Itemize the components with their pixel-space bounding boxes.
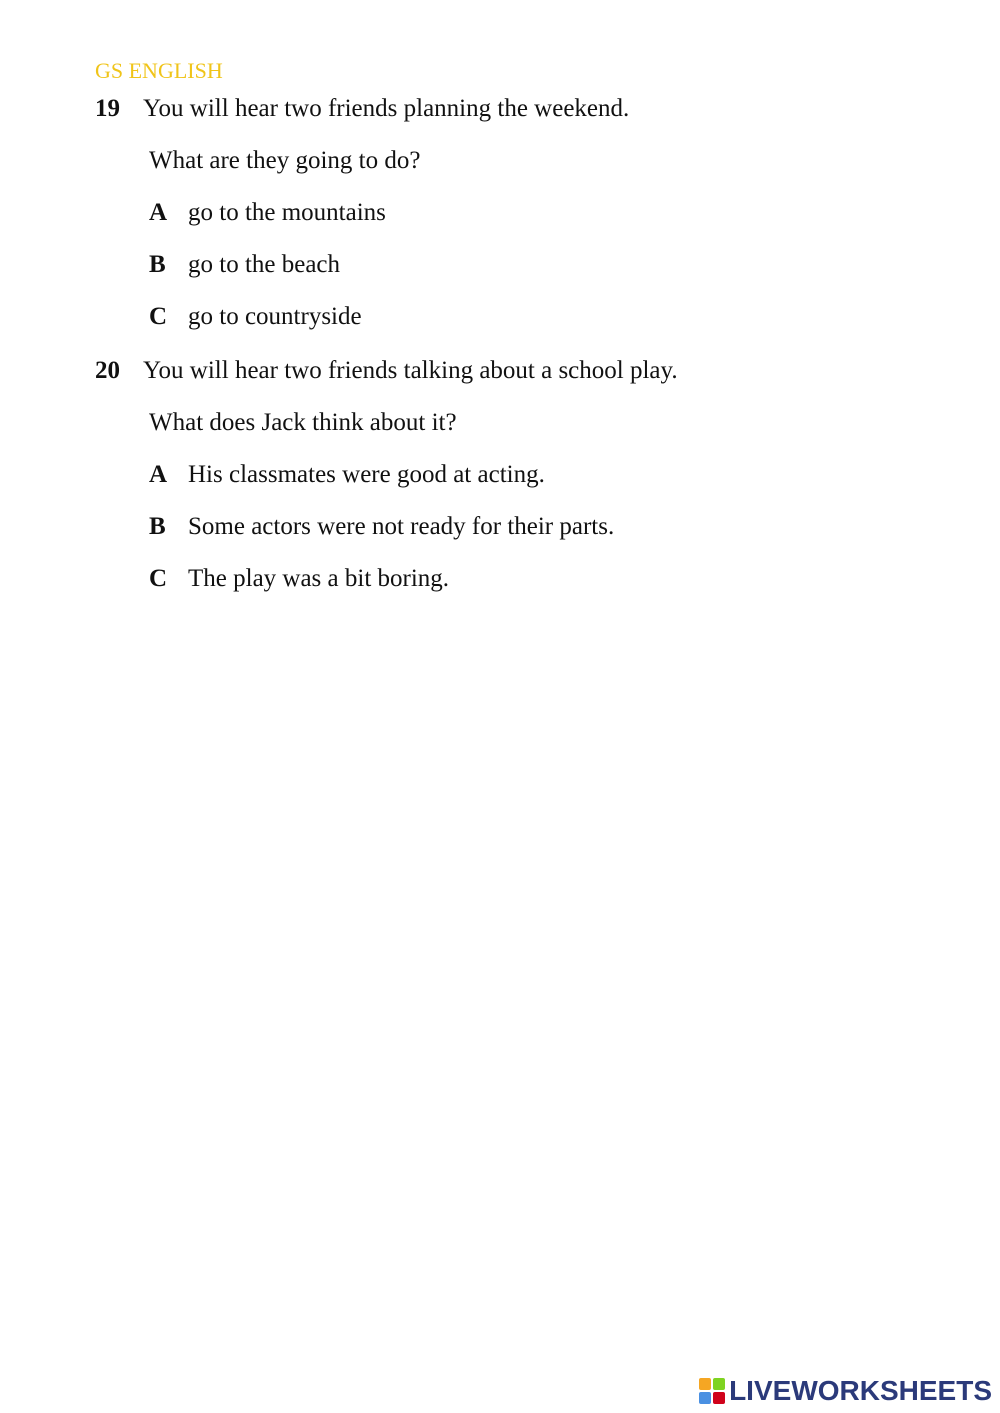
option-b[interactable] xyxy=(149,250,915,280)
option-text: go to the beach xyxy=(188,251,341,278)
logo-mark-icon xyxy=(699,1378,725,1404)
question-19 xyxy=(95,94,915,332)
question-prompt: What are they going to do? xyxy=(149,147,421,174)
option-text: Some actors were not ready for their parts. xyxy=(188,513,615,540)
question-text: You will hear two friends talking about a school play. xyxy=(143,357,678,384)
question-stem xyxy=(95,94,915,124)
option-letter: B xyxy=(149,513,166,540)
option-a[interactable] xyxy=(149,198,915,228)
option-letter: C xyxy=(149,565,168,592)
option-letter: C xyxy=(149,303,168,330)
question-text: You will hear two friends planning the weekend. xyxy=(143,95,630,122)
worksheet-header: GS ENGLISH xyxy=(95,58,223,83)
question-prompt: What does Jack think about it? xyxy=(149,409,457,436)
liveworksheets-logo[interactable] xyxy=(699,1375,992,1407)
option-a[interactable] xyxy=(149,460,915,490)
option-text: go to countryside xyxy=(188,303,362,330)
option-letter: A xyxy=(149,461,168,488)
question-stem xyxy=(95,356,915,386)
option-text: His classmates were good at acting. xyxy=(188,461,545,488)
option-c[interactable] xyxy=(149,302,915,332)
option-letter: B xyxy=(149,251,166,278)
option-b[interactable] xyxy=(149,512,915,542)
option-text: The play was a bit boring. xyxy=(188,565,450,592)
option-letter: A xyxy=(149,199,168,226)
logo-text: LIVEWORKSHEETS xyxy=(729,1375,992,1406)
question-20 xyxy=(95,356,915,594)
question-number: 20 xyxy=(95,357,120,384)
option-text: go to the mountains xyxy=(188,199,386,226)
option-c[interactable] xyxy=(149,564,915,594)
question-number: 19 xyxy=(95,95,120,122)
